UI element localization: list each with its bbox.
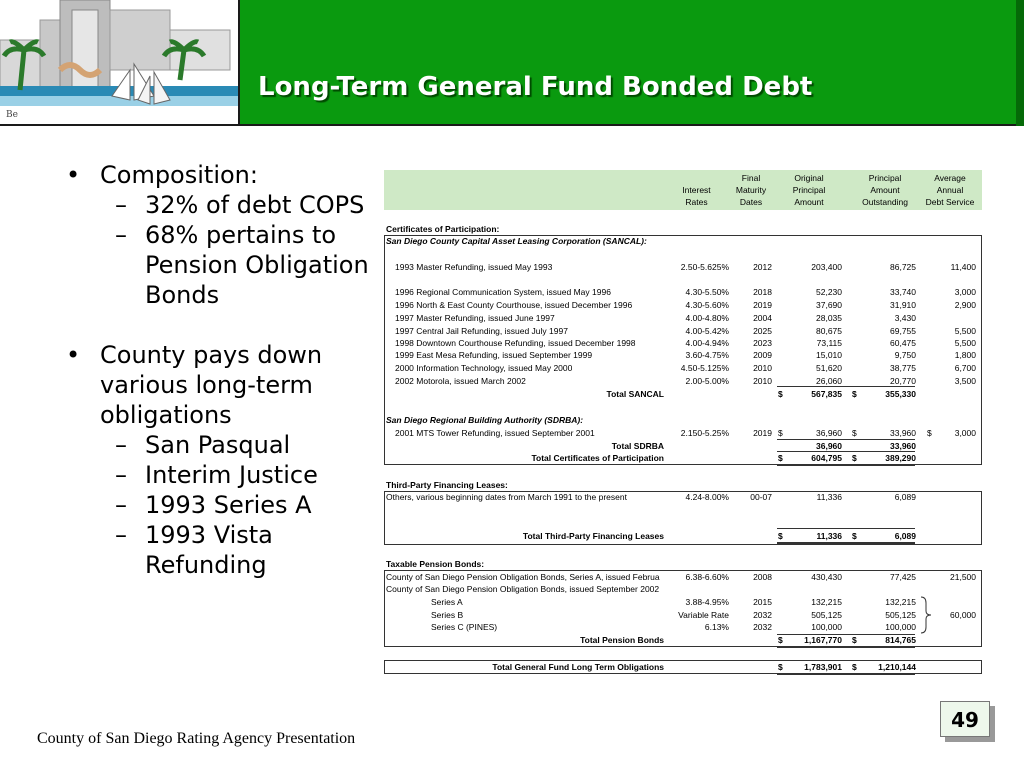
logo-text-fragment: Be	[6, 110, 18, 120]
bullet-composition	[60, 160, 385, 310]
section-title-third-party: Third-Party Financing Leases:	[386, 480, 508, 490]
table-row: County of San Diego Pension Obligation Bonds, Series A, issued Februa 6.38-6.60% 2008 430,430 77,425 21,500	[386, 572, 976, 582]
table-row: 1996 Regional Communication System, issued May 1996 4.30-5.50% 2018 52,230 33,740 3,000	[395, 287, 976, 297]
sub-bullet: – 1993 Vista Refunding	[60, 520, 385, 580]
county-building-seal-icon	[0, 0, 240, 126]
table-row: Series B Variable Rate 2032 505,125 505,125 60,000	[431, 610, 976, 620]
section-title-sdrba: San Diego Regional Building Authority (SDRBA):	[386, 415, 584, 425]
table-row: Series A 3.88-4.95% 2015 132,215 132,215	[431, 597, 916, 607]
total-double-rule	[777, 646, 915, 648]
table-row: 1993 Master Refunding, issued May 1993 2.50-5.625% 2012 203,400 86,725 11,400	[395, 262, 976, 272]
header-final-maturity: Final Maturity Dates	[735, 173, 767, 207]
bullet-text: • County pays down various long-term obligations	[100, 341, 323, 429]
section-title-pension: Taxable Pension Bonds:	[386, 559, 485, 569]
footer-text: County of San Diego Rating Agency Presentation	[37, 730, 356, 747]
total-row-sdrba: Total SDRBA 36,960 33,960	[611, 441, 916, 451]
subtotal-rule	[777, 528, 915, 529]
header-shade	[1016, 0, 1024, 126]
total-row-sancal: Total SANCAL $ 567,835 $ 355,330	[606, 389, 916, 399]
county-logo	[0, 0, 240, 126]
table-row: 2001 MTS Tower Refunding, issued September 2001 2.150-5.25% 2019 $ 36,960 $ 33,960 $ 3,000	[395, 428, 976, 438]
header-band	[240, 0, 1024, 126]
total-double-rule	[777, 464, 915, 466]
table-row: Series C (PINES) 6.13% 2032 100,000 100,000	[431, 622, 916, 632]
bullet-pays-down	[60, 340, 385, 580]
total-double-rule	[777, 542, 915, 544]
table-row: County of San Diego Pension Obligation Bonds, issued September 2002	[386, 584, 660, 594]
section-title-sancal: San Diego County Capital Asset Leasing Corporation (SANCAL):	[386, 236, 647, 246]
table-row: 1998 Downtown Courthouse Refunding, issued December 1998 4.00-4.94% 2023 73,115 60,475 5,500	[395, 338, 976, 348]
page-title: Long-Term General Fund Bonded Debt	[258, 72, 813, 102]
table-row: Others, various beginning dates from March 1991 to the present 4.24-8.00% 00-07 11,336 6,089	[386, 492, 916, 502]
table-row: 1997 Master Refunding, issued June 1997 4.00-4.80% 2004 28,035 3,430	[395, 313, 916, 323]
section-title-cop: Certificates of Participation:	[386, 224, 500, 234]
grand-total-row: Total General Fund Long Term Obligations $ 1,783,901 $ 1,210,144	[492, 662, 916, 672]
table-row: 1999 East Mesa Refunding, issued September 1999 3.60-4.75% 2009 15,010 9,750 1,800	[395, 350, 976, 360]
sub-bullet: – 1993 Series A	[60, 490, 385, 520]
table-header	[384, 170, 982, 210]
table-row: 1997 Central Jail Refunding, issued July 1997 4.00-5.42% 2025 80,675 69,755 5,500	[395, 326, 976, 336]
header-annual-debt-service: Average Annual Debt Service	[925, 173, 975, 207]
bullet-text: • Composition:	[100, 161, 258, 189]
subtotal-rule	[777, 386, 915, 387]
header-original-principal: Original Principal Amount	[792, 173, 826, 207]
table-row: 2000 Information Technology, issued May 2000 4.50-5.125% 2010 51,620 38,775 6,700	[395, 363, 976, 373]
sub-bullet: – 68% pertains to Pension Obligation Bonds	[60, 220, 385, 310]
sub-bullet: – Interim Justice	[60, 460, 385, 490]
table-row: 1996 North & East County Courthouse, issued December 1996 4.30-5.60% 2019 37,690 31,910 2,900	[395, 300, 976, 310]
page-number: 49	[940, 701, 990, 737]
table-row: 2002 Motorola, issued March 2002 2.00-5.00% 2010 26,060 20,770 3,500	[395, 376, 976, 386]
header-interest-rates: Interest Rates	[682, 185, 711, 207]
total-row-pension: Total Pension Bonds $ 1,167,770 $ 814,765	[580, 635, 916, 645]
total-row-third-party: Total Third-Party Financing Leases $ 11,336 $ 6,089	[522, 531, 916, 541]
bullet-list	[60, 160, 385, 580]
sub-bullet: – 32% of debt COPS	[60, 190, 385, 220]
total-row-cop: Total Certificates of Participation $ 604,795 $ 389,290	[531, 453, 916, 463]
total-double-rule	[777, 673, 915, 675]
header-principal-outstanding: Principal Amount Outstanding	[862, 173, 908, 207]
sub-bullet: – San Pasqual	[60, 430, 385, 460]
series-brace-icon	[919, 595, 933, 635]
